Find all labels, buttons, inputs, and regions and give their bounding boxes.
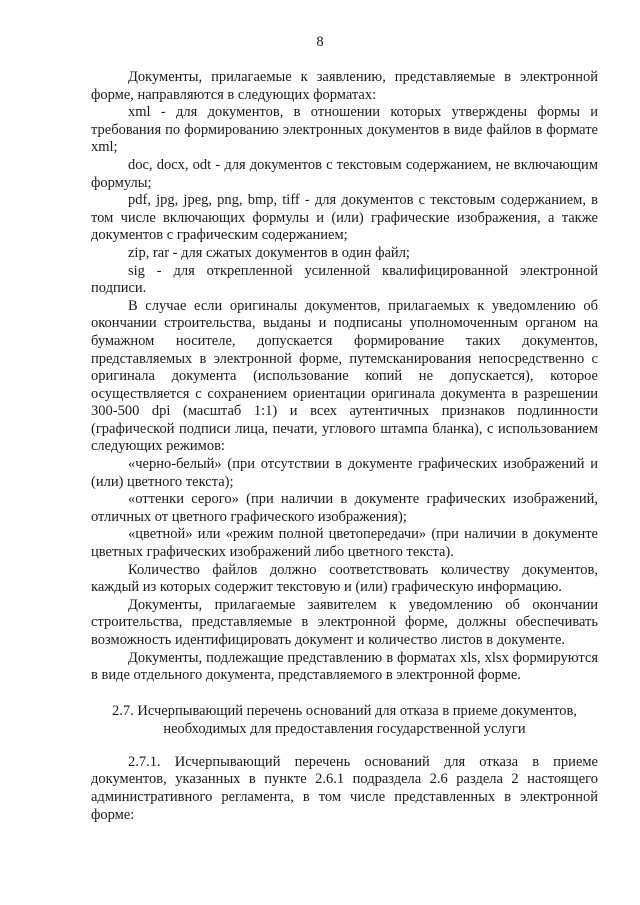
paragraph-2-7-1: 2.7.1. Исчерпывающий перечень оснований для отказа в приеме документов, указанных в пункте 2.6.1 подраздела 2.6 раздела 2 настоящего административного регламента, в том числе представленных в электронной форме: (91, 753, 598, 823)
paragraph-format-doc: doc, docx, odt - для документов с текстовым содержанием, не включающим формулы; (91, 156, 598, 191)
paragraph-scanning: В случае если оригиналы документов, прилагаемых к уведомлению об окончании строительства, выданы и подписаны уполномоченным органом на бумажном носителе, допускается формирование таких документов, представляемых в электронной форме, путемсканирования непосредственно с оригинала документа (использование копий не допускается), которое осуществляется с сохранением ориентации оригинала документа в разрешении 300-500 dpi (масштаб 1:1) и всех аутентичных признаков подлинности (графической подписи лица, печати, углового штампа бланка), с использованием следующих режимов: (91, 297, 598, 455)
paragraph-xls: Документы, подлежащие представлению в форматах xls, xlsx формируются в виде отдельного документа, представляемого в электронной форме. (91, 649, 598, 684)
paragraph-format-xml: xml - для документов, в отношении которых утверждены формы и требования по формированию электронных документов в виде файлов в формате xml; (91, 104, 598, 156)
paragraph-format-pdf: pdf, jpg, jpeg, png, bmp, tiff - для документов с текстовым содержанием, в том числе включающих формулы и (или) графические изображения, а также документов с графическим содержанием; (91, 192, 598, 244)
paragraph-mode-gray: «оттенки серого» (при наличии в документе графических изображений, отличных от цветного графического изображения); (91, 491, 598, 525)
paragraph-format-zip: zip, rar - для сжатых документов в один файл; (128, 244, 410, 261)
paragraph-file-count: Количество файлов должно соответствовать количеству документов, каждый из которых содержит текстовую и (или) графическую информацию. (91, 561, 598, 596)
paragraph-mode-color: «цветной» или «режим полной цветопередачи» (при наличии в документе цветных графических изображений либо цветного текста). (91, 526, 598, 561)
section-heading-line-2: необходимых для предоставления государственной услуги (163, 720, 526, 737)
document-body (91, 69, 598, 824)
paragraph-identification: Документы, прилагаемые заявителем к уведомлению об окончании строительства, представляемые в электронной форме, должны обеспечивать возможность идентифицировать документ и количество листов в документе. (91, 596, 598, 648)
section-heading-line-1: 2.7. Исчерпывающий перечень оснований для отказа в приеме документов, (111, 702, 578, 719)
paragraph-mode-bw: «черно-белый» (при отсутствии в документе графических изображений и (или) цветного текста); (91, 456, 598, 490)
page-number: 8 (316, 34, 324, 50)
section-heading-2-7 (91, 702, 598, 738)
paragraph-format-sig: sig - для открепленной усиленной квалифицированной электронной подписи. (91, 262, 598, 297)
paragraph-formats-intro: Документы, прилагаемые к заявлению, представляемые в электронной форме, направляются в следующих форматах: (91, 69, 598, 103)
